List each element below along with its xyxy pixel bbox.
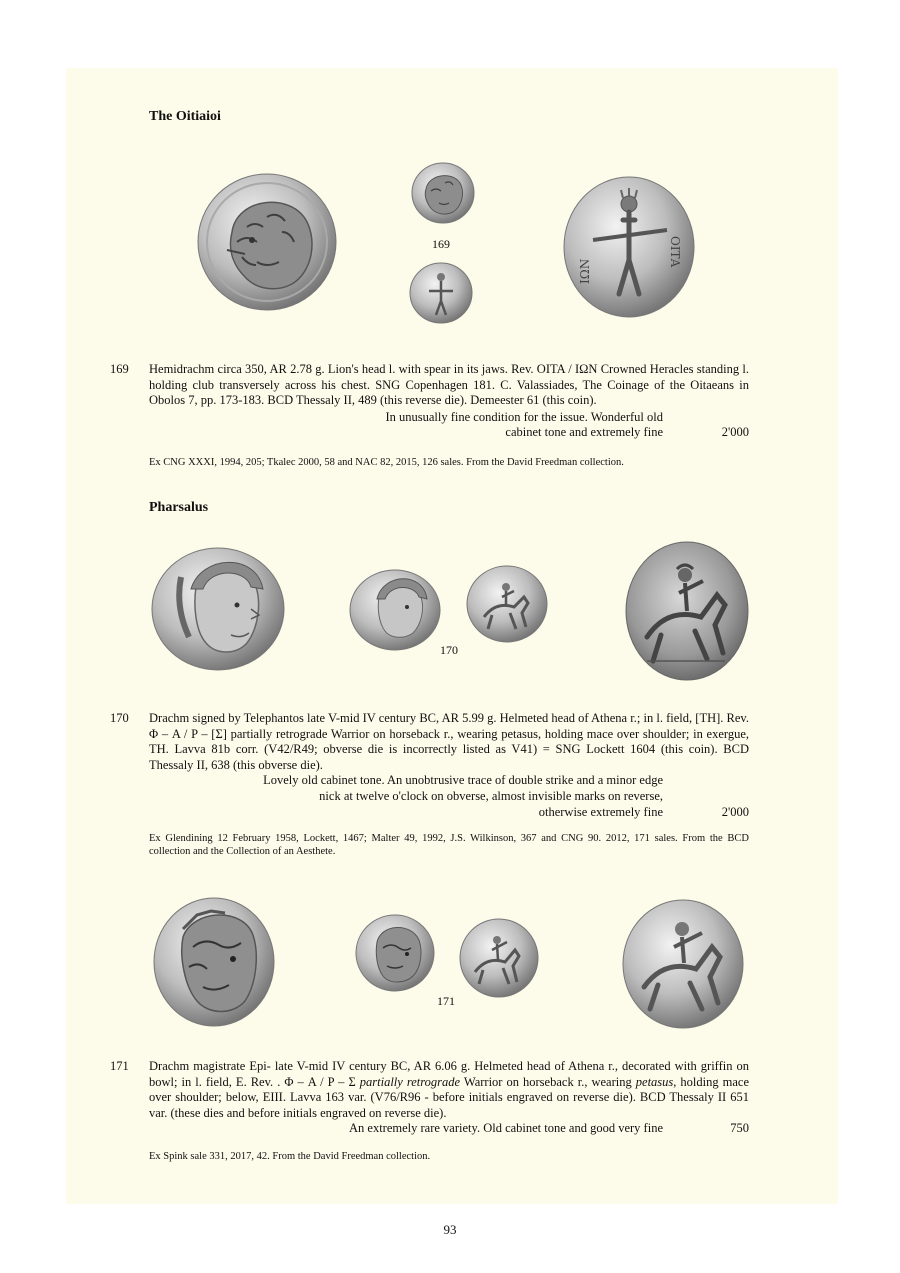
coin-169-legend-left: ΙΩΝ — [578, 258, 592, 284]
coin-171-reverse-large — [622, 899, 744, 1029]
lot-170-description: Drachm signed by Telephantos late V-mid IV century BC, AR 5.99 g. Helmeted head of Athena r.; in l. field, [TH]. Rev. Φ – A / P – [Σ] partially retrograde Warrior on horseback r., wearing petasus, holding mace over shoulder; in exergue, TH. Lavva 81b corr. (V42/R49; obverse die is incorrectly listed as V41) = SNG Lockett 1604 (this coin). BCD Thessaly II, 638 (this obverse die). — [149, 711, 749, 772]
lot-170-condition-line-1: Lovely old cabinet tone. An unobtrusive trace of double strike and a minor edge — [263, 773, 663, 787]
lot-169-price: 2'000 — [721, 425, 749, 439]
figure-label-169: 169 — [432, 237, 450, 251]
figure-label-171: 171 — [437, 994, 455, 1008]
lot-number-170: 170 — [110, 711, 129, 725]
coin-169-legend-right: ΟΙΤΑ — [668, 236, 682, 268]
lot-171-desc-part-3: , holding mace over shoulder; below, EIII. Lavva 163 var. (V76/R96 - before initials engraved on reverse die). BCD Thessaly II 651 var. (these dies and before initials engraved on reverse die). — [149, 1074, 750, 1120]
lot-169-provenance: Ex CNG XXXI, 1994, 205; Tkalec 2000, 58 and NAC 82, 2015, 126 sales. From the David Freedman collection. — [149, 457, 624, 468]
lot-171-description — [149, 1059, 749, 1121]
lot-171-condition-line-1: An extremely rare variety. Old cabinet tone and good very fine — [349, 1121, 663, 1135]
coin-171-obverse-large — [153, 897, 275, 1027]
lot-171-desc-part-2: Warrior on horseback r., wearing — [463, 1074, 632, 1089]
coin-170-obverse-large — [151, 547, 285, 671]
lot-171-desc-part-1: Drachm magistrate Epi- late V-mid IV century BC, AR 6.06 g. Helmeted head of Athena r., decorated with griffin on bowl; in l. field, E. Rev. . Φ – A / P – Σ — [149, 1059, 749, 1089]
lot-number-171: 171 — [110, 1059, 129, 1073]
lot-170-price: 2'000 — [721, 805, 749, 819]
lot-171-price: 750 — [730, 1121, 749, 1135]
lot-170-condition-line-3: otherwise extremely fine — [538, 805, 663, 819]
coin-171-obverse-small — [355, 914, 435, 992]
coin-169-reverse-large — [563, 176, 695, 318]
section-heading-pharsalus: Pharsalus — [149, 500, 209, 515]
lot-170-provenance: Ex Glendining 12 February 1958, Lockett, 1467; Malter 49, 1992, J.S. Wilkinson, 367 and CNG 90. 2012, 171 sales. From the BCD collection and the Collection of an Aesthete. — [149, 833, 749, 857]
lot-170-condition-line-2: nick at twelve o'clock on obverse, almost invisible marks on reverse, — [319, 789, 663, 803]
coin-170-reverse-large — [625, 541, 749, 681]
lot-169-condition-line-2: cabinet tone and extremely fine — [505, 425, 663, 439]
lot-number-169: 169 — [110, 362, 129, 376]
coin-170-obverse-small — [349, 569, 441, 651]
lot-171-desc-italic-1: partially retrograde — [359, 1074, 461, 1089]
section-heading-oitiaioi: The Oitiaioi — [149, 109, 221, 124]
lot-169-description: Hemidrachm circa 350, AR 2.78 g. Lion's head l. with spear in its jaws. Rev. OITA / IΩN Crowned Heracles standing l. holding club transversely across his chest. SNG Copenhagen 181. C. Valassiades, The Coinage of the Oitaeans in Obolos 7, pp. 173-183. BCD Thessaly II, 489 (this reverse die). Demeester 61 (this coin). — [149, 362, 749, 407]
coin-171-reverse-small — [459, 918, 539, 998]
lot-171-desc-italic-2: petasus — [635, 1074, 674, 1089]
coin-170-reverse-small — [466, 565, 548, 643]
lot-169-condition-line-1: In unusually fine condition for the issue. Wonderful old — [385, 409, 663, 424]
page-number: 93 — [443, 1222, 457, 1237]
lot-171-provenance: Ex Spink sale 331, 2017, 42. From the David Freedman collection. — [149, 1151, 431, 1162]
coin-169-reverse-small — [409, 261, 473, 325]
coin-169-obverse-small — [411, 161, 475, 225]
figure-label-170: 170 — [440, 643, 458, 657]
coin-169-obverse-large — [197, 172, 337, 312]
